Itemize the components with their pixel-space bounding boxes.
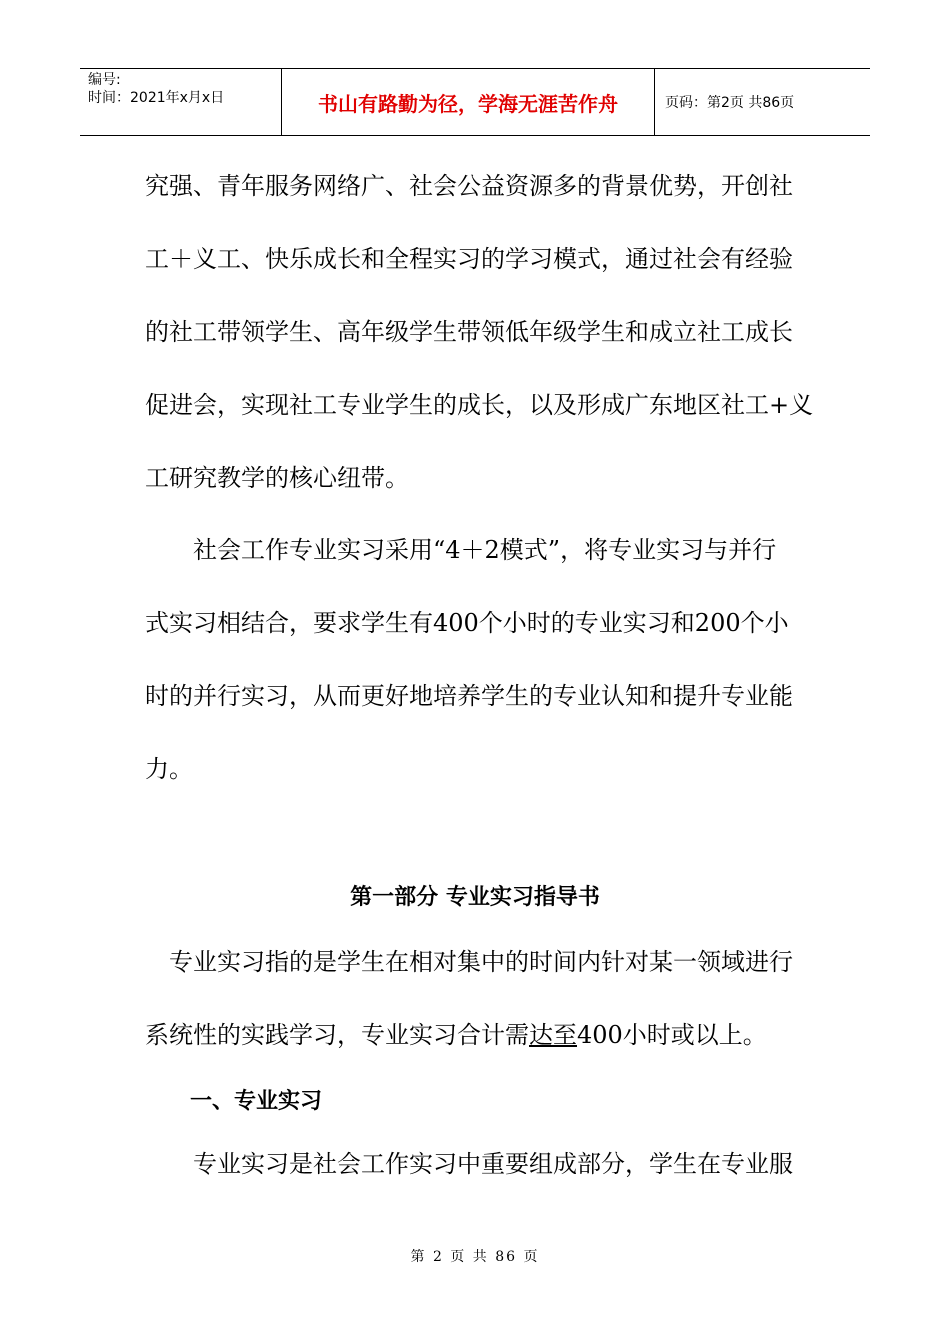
page-footer: 第 2 页 共 86 页 bbox=[410, 1249, 540, 1265]
text-line: 专业实习是社会工作实习中重要组成部分，学生在专业服 bbox=[193, 1150, 793, 1178]
date-label: 时间：2021年x月x日 bbox=[88, 90, 225, 106]
page-header bbox=[80, 68, 870, 136]
subsection-title: 一、专业实习 bbox=[190, 1089, 323, 1114]
header-meta bbox=[80, 69, 282, 135]
header-motto: 书山有路勤为径，学海无涯苦作舟 bbox=[282, 69, 655, 135]
text-line: 式实习相结合，要求学生有400个小时的专业实习和200个小 bbox=[145, 609, 789, 637]
text-line: 时的并行实习，从而更好地培养学生的专业认知和提升专业能 bbox=[145, 682, 793, 710]
number-label: 编号: bbox=[88, 72, 121, 88]
underlined-text: 达至 bbox=[529, 1021, 577, 1049]
text-line: 工＋义工、快乐成长和全程实习的学习模式，通过社会有经验 bbox=[145, 245, 793, 273]
text-line: 的社工带领学生、高年级学生带领低年级学生和成立社工成长 bbox=[145, 318, 793, 346]
section-title: 第一部分 专业实习指导书 bbox=[350, 885, 600, 910]
text-line: 工研究教学的核心纽带。 bbox=[145, 464, 409, 492]
header-page-info: 页码：第2页 共86页 bbox=[665, 95, 795, 111]
paragraph-2 bbox=[145, 514, 810, 806]
paragraph-3 bbox=[145, 926, 810, 1072]
text-line: 促进会，实现社工专业学生的成长，以及形成广东地区社工+义 bbox=[145, 391, 814, 419]
text-line: 专业实习指的是学生在相对集中的时间内针对某一领域进行 bbox=[169, 948, 793, 976]
paragraph-1 bbox=[145, 150, 814, 515]
text-line: 系统性的实践学习，专业实习合计需 bbox=[145, 1021, 529, 1049]
text-line: 究强、青年服务网络广、社会公益资源多的背景优势，开创社 bbox=[145, 172, 793, 200]
paragraph-4 bbox=[145, 1128, 810, 1201]
text-line: 力。 bbox=[145, 755, 193, 783]
text-line: 社会工作专业实习采用“4＋2模式”，将专业实习与并行 bbox=[193, 536, 777, 564]
text-line: 400小时或以上。 bbox=[577, 1021, 767, 1049]
